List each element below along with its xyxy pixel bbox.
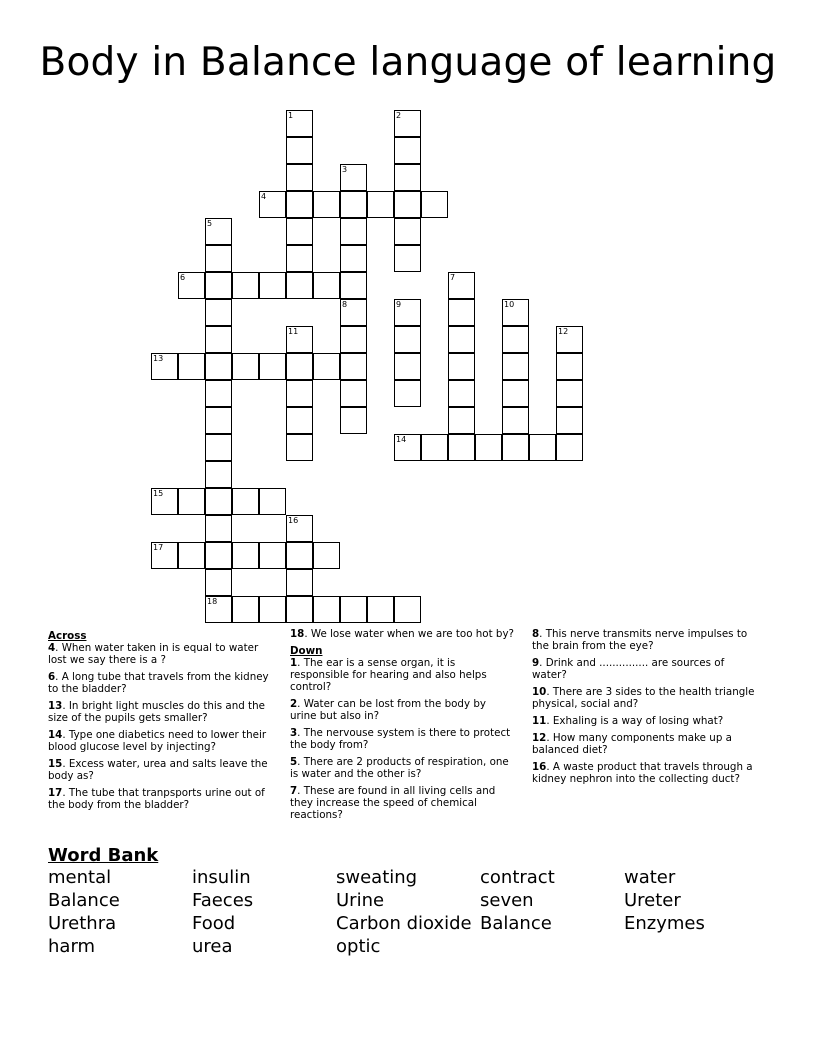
grid-cell[interactable] [313,353,340,380]
grid-cell[interactable] [259,272,286,299]
grid-cell[interactable] [286,218,313,245]
grid-cell[interactable] [340,272,367,299]
page-title: Body in Balance language of learning [39,40,777,85]
clue-down-12: 12. How many components make up a balanced diet? [532,732,732,756]
clue-text: Exhaling is a way of losing what? [552,715,724,727]
clue-number: 11 [288,327,299,336]
grid-cell[interactable] [205,569,232,596]
clue-number: 12 [532,732,547,744]
clue-down-3: 3. The nervouse system is there to protect the body from? [290,727,511,751]
grid-cell[interactable] [178,542,205,569]
clue-number: 18 [290,628,305,640]
word-bank-item: Food [192,913,236,934]
clue-down-16: 16. A waste product that travels through a kidney nephron into the collecting duct? [532,761,753,785]
clue-across-4: 4. When water taken in is equal to water lost we say there is a ? [48,642,259,666]
grid-cell[interactable] [502,353,529,380]
word-bank-title: Word Bank [48,845,159,866]
grid-cell[interactable] [367,596,394,623]
grid-cell[interactable] [502,434,529,461]
grid-cell[interactable] [448,380,475,407]
grid-cell[interactable] [286,272,313,299]
grid-cell[interactable] [448,299,475,326]
grid-cell[interactable] [205,542,232,569]
clue-number: 13 [48,700,63,712]
word-bank-item: optic [336,936,381,957]
clue-down-1: 1. The ear is a sense organ, it is responsible for hearing and also helps control? [290,657,487,693]
grid-cell[interactable] [205,434,232,461]
clue-across-13: 13. In bright light muscles do this and the size of the pupils gets smaller? [48,700,265,724]
clue-number: 7 [290,785,298,797]
clue-number: 14 [48,729,63,741]
clue-number: 1 [290,657,298,669]
grid-cell[interactable] [529,434,556,461]
grid-cell[interactable] [394,434,421,461]
grid-cell[interactable] [394,299,421,326]
grid-cell[interactable] [205,245,232,272]
grid-cell[interactable] [340,407,367,434]
grid-cell[interactable] [475,434,502,461]
clue-down-9: 9. Drink and ............... are sources of water? [532,657,725,681]
clue-number: 16 [288,516,299,525]
grid-cell[interactable] [151,353,178,380]
grid-cell[interactable] [259,596,286,623]
clue-number: 13 [153,354,164,363]
clue-down-10: 10. There are 3 sides to the health triangle physical, social and? [532,686,755,710]
clue-number: 5 [207,219,213,228]
grid-cell[interactable] [394,164,421,191]
clue-text: In bright light muscles do this and the size of the pupils gets smaller? [48,700,265,724]
grid-cell[interactable] [286,380,313,407]
clue-across-15: 15. Excess water, urea and salts leave the body as? [48,758,268,782]
grid-cell[interactable] [340,596,367,623]
grid-cell[interactable] [259,191,286,218]
grid-cell[interactable] [205,515,232,542]
grid-cell[interactable] [232,596,259,623]
grid-cell[interactable] [286,596,313,623]
clue-text: How many components make up a balanced diet? [532,732,732,756]
clue-number: 3 [342,165,348,174]
grid-cell[interactable] [232,353,259,380]
clue-number: 9 [396,300,402,309]
clue-down-7: 7. These are found in all living cells and they increase the speed of chemical reactions? [290,785,496,821]
grid-cell[interactable] [313,596,340,623]
grid-cell[interactable] [340,299,367,326]
clue-text: The nervouse system is there to protect the body from? [290,727,511,751]
clue-down-5: 5. There are 2 products of respiration, one is water and the other is? [290,756,509,780]
grid-cell[interactable] [502,407,529,434]
grid-cell[interactable] [556,407,583,434]
clue-number: 9 [532,657,540,669]
grid-cell[interactable] [259,542,286,569]
grid-cell[interactable] [205,488,232,515]
clue-number: 15 [153,489,164,498]
clue-across-6: 6. A long tube that travels from the kidney to the bladder? [48,671,269,695]
grid-cell[interactable] [286,569,313,596]
clue-text: These are found in all living cells and they increase the speed of chemical reactions? [290,785,496,821]
clue-text: There are 2 products of respiration, one is water and the other is? [290,756,509,780]
grid-cell[interactable] [394,191,421,218]
grid-cell[interactable] [286,110,313,137]
grid-cell[interactable] [448,407,475,434]
clue-number: 4 [48,642,56,654]
grid-cell[interactable] [340,245,367,272]
clue-text: A long tube that travels from the kidney to the bladder? [48,671,269,695]
clue-text: The ear is a sense organ, it is responsible for hearing and also helps control? [290,657,487,693]
grid-cell[interactable] [286,164,313,191]
grid-cell[interactable] [151,488,178,515]
grid-cell[interactable] [421,191,448,218]
clue-down-8: 8. This nerve transmits nerve impulses to the brain from the eye? [532,628,748,652]
grid-cell[interactable] [394,110,421,137]
clue-number: 18 [207,597,218,606]
clue-number: 6 [180,273,186,282]
clue-number: 11 [532,715,547,727]
grid-cell[interactable] [556,353,583,380]
grid-cell[interactable] [367,191,394,218]
clue-number: 17 [48,787,63,799]
grid-cell[interactable] [340,353,367,380]
word-bank-item: Balance [48,890,120,911]
grid-cell[interactable] [205,218,232,245]
grid-cell[interactable] [394,137,421,164]
grid-cell[interactable] [556,380,583,407]
grid-cell[interactable] [394,380,421,407]
grid-cell[interactable] [205,461,232,488]
grid-cell[interactable] [448,326,475,353]
clue-number: 2 [396,111,402,120]
clue-number: 8 [532,628,540,640]
clue-number: 14 [396,435,407,444]
grid-cell[interactable] [394,596,421,623]
clue-number: 2 [290,698,298,710]
grid-cell[interactable] [232,488,259,515]
clue-down-2: 2. Water can be lost from the body by urine but also in? [290,698,486,722]
grid-cell[interactable] [340,326,367,353]
clue-number: 16 [532,761,547,773]
word-bank-item: Enzymes [624,913,705,934]
grid-cell[interactable] [448,353,475,380]
word-bank-item: Urethra [48,913,117,934]
clue-number: 12 [558,327,569,336]
across-heading: Across [48,630,87,642]
word-bank-item: water [624,867,676,888]
grid-cell[interactable] [259,353,286,380]
grid-cell[interactable] [286,245,313,272]
clue-number: 10 [532,686,547,698]
grid-cell[interactable] [556,326,583,353]
grid-cell[interactable] [205,407,232,434]
clue-text: When water taken in is equal to water lost we say there is a ? [48,642,259,666]
grid-cell[interactable] [286,515,313,542]
grid-cell[interactable] [286,407,313,434]
grid-cell[interactable] [340,380,367,407]
grid-cell[interactable] [556,434,583,461]
grid-cell[interactable] [394,353,421,380]
word-bank-item: insulin [192,867,251,888]
grid-cell[interactable] [502,380,529,407]
grid-cell[interactable] [286,434,313,461]
clues-column-2 [290,628,515,826]
grid-cell[interactable] [232,542,259,569]
grid-cell[interactable] [448,272,475,299]
grid-cell[interactable] [421,434,448,461]
clue-number: 3 [290,727,298,739]
grid-cell[interactable] [259,488,286,515]
word-bank-item: Carbon dioxide [336,913,472,934]
grid-cell[interactable] [205,299,232,326]
grid-cell[interactable] [151,542,178,569]
word-bank-item: Faeces [192,890,254,911]
clues-column-3 [532,628,757,790]
grid-cell[interactable] [286,542,313,569]
word-bank-item: harm [48,936,96,957]
grid-cell[interactable] [178,353,205,380]
clue-text: There are 3 sides to the health triangle physical, social and? [532,686,755,710]
clue-text: The tube that tranpsports urine out of the body from the bladder? [48,787,265,811]
clue-number: 15 [48,758,63,770]
grid-cell[interactable] [178,488,205,515]
clue-number: 7 [450,273,456,282]
grid-cell[interactable] [205,596,232,623]
grid-cell[interactable] [286,326,313,353]
word-bank-item: Ureter [624,890,681,911]
grid-cell[interactable] [340,191,367,218]
clue-down-11: 11. Exhaling is a way of losing what? [532,715,724,727]
grid-cell[interactable] [313,272,340,299]
grid-cell[interactable] [394,245,421,272]
grid-cell[interactable] [286,191,313,218]
clue-across-18: 18. We lose water when we are too hot by? [290,628,514,640]
word-bank-item: Urine [336,890,385,911]
grid-cell[interactable] [286,137,313,164]
grid-cell[interactable] [313,191,340,218]
grid-cell[interactable] [340,218,367,245]
grid-cell[interactable] [502,299,529,326]
clue-across-14: 14. Type one diabetics need to lower their blood glucose level by injecting? [48,729,267,753]
clue-text: We lose water when we are too hot by? [310,628,514,640]
grid-cell[interactable] [205,380,232,407]
clue-text: This nerve transmits nerve impulses to the brain from the eye? [532,628,748,652]
clue-number: 17 [153,543,164,552]
grid-cell[interactable] [394,218,421,245]
word-bank-item: urea [192,936,233,957]
grid-cell[interactable] [313,542,340,569]
clue-number: 6 [48,671,56,683]
grid-cell[interactable] [502,326,529,353]
clue-text: Excess water, urea and salts leave the body as? [48,758,268,782]
grid-cell[interactable] [205,272,232,299]
word-bank-item: Balance [480,913,552,934]
clue-text: Type one diabetics need to lower their blood glucose level by injecting? [48,729,267,753]
word-bank-item: seven [480,890,534,911]
clue-text: Drink and ............... are sources of water? [532,657,725,681]
down-heading: Down [290,645,323,657]
clue-text: A waste product that travels through a kidney nephron into the collecting duct? [532,761,753,785]
grid-cell[interactable] [448,434,475,461]
word-bank-item: contract [480,867,555,888]
clue-number: 1 [288,111,294,120]
clue-number: 4 [261,192,267,201]
clues-column-1 [48,628,273,816]
grid-cell[interactable] [178,272,205,299]
clue-number: 5 [290,756,298,768]
word-bank-item: mental [48,867,112,888]
grid-cell[interactable] [394,326,421,353]
grid-cell[interactable] [205,326,232,353]
grid-cell[interactable] [286,353,313,380]
clue-number: 8 [342,300,348,309]
clue-number: 10 [504,300,515,309]
clue-across-17: 17. The tube that tranpsports urine out of the body from the bladder? [48,787,265,811]
grid-cell[interactable] [205,353,232,380]
grid-cell[interactable] [232,272,259,299]
word-bank-item: sweating [336,867,418,888]
clue-text: Water can be lost from the body by urine but also in? [290,698,486,722]
grid-cell[interactable] [340,164,367,191]
